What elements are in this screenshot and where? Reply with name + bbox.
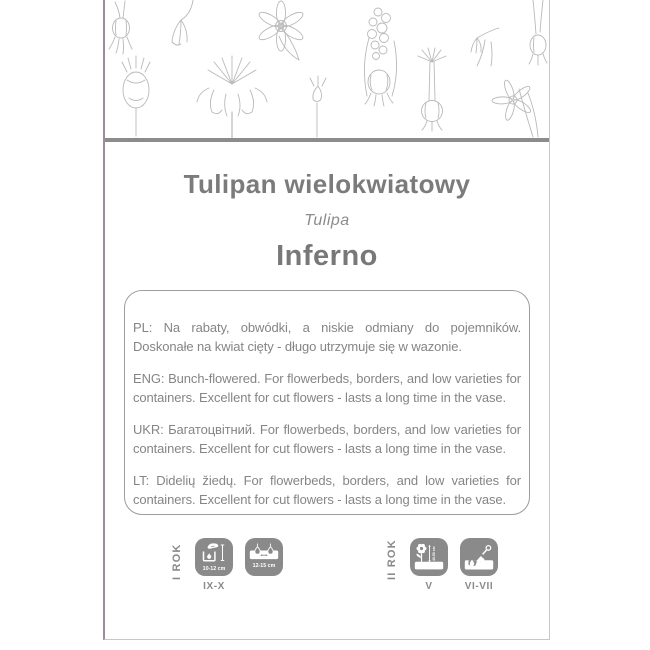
height-value-text: 40-50 cm (431, 546, 436, 561)
digging-column (460, 538, 498, 593)
year-two-group (386, 538, 510, 593)
planting-depth-column (195, 538, 233, 593)
spacing-period-label (245, 581, 283, 593)
description-lt: LT: Didelių žiedų. For flowerbeds, borders, and low varieties for containers. Excellent for cut flowers - lasts a long time in the vase. (133, 473, 521, 507)
shovel-dig-icon (460, 538, 498, 576)
year-two-label: II ROK (386, 539, 398, 580)
product-title: Tulipan wielokwiatowy (183, 169, 471, 199)
spacing-value-text: 12-15 cm (252, 562, 276, 569)
planting-info-row (171, 538, 549, 593)
spacing-column (245, 538, 283, 593)
variety-name: Inferno (276, 240, 378, 272)
description-pl: PL: Na rabaty, obwódki, a niskie odmiany do pojemników. Doskonałe na kwiat cięty - długo utrzymuje się w wazonie. (133, 320, 521, 354)
flowering-height-column (410, 538, 448, 593)
year-one-label: I ROK (171, 543, 183, 580)
description-box (124, 290, 530, 515)
dig-period-label: VI-VII (464, 581, 494, 592)
bulb-packet-label (103, 0, 550, 640)
flowering-height-icon (410, 538, 448, 576)
depth-value-text: 10-12 cm (202, 565, 226, 572)
description-eng: ENG: Bunch-flowered. For flowerbeds, borders, and low varieties for containers. Excellent for cut flowers - lasts a long time in the vase. (133, 371, 521, 405)
description-ukr: UKR: Багатоцвітний. For flowerbeds, borders, and low varieties for containers. Excellent for cut flowers - lasts a long time in the vase. (133, 422, 521, 456)
divider-bar (105, 138, 549, 142)
latin-genus-name: Tulipa (304, 212, 350, 229)
planting-period-label: IX-X (203, 581, 225, 592)
botanical-illustration (105, 0, 549, 138)
flower-sketch-graphic (105, 0, 549, 138)
planting-depth-icon (195, 538, 233, 576)
bulb-spacing-icon (245, 538, 283, 576)
bloom-period-label: V (425, 581, 433, 592)
year-one-group (171, 538, 295, 593)
